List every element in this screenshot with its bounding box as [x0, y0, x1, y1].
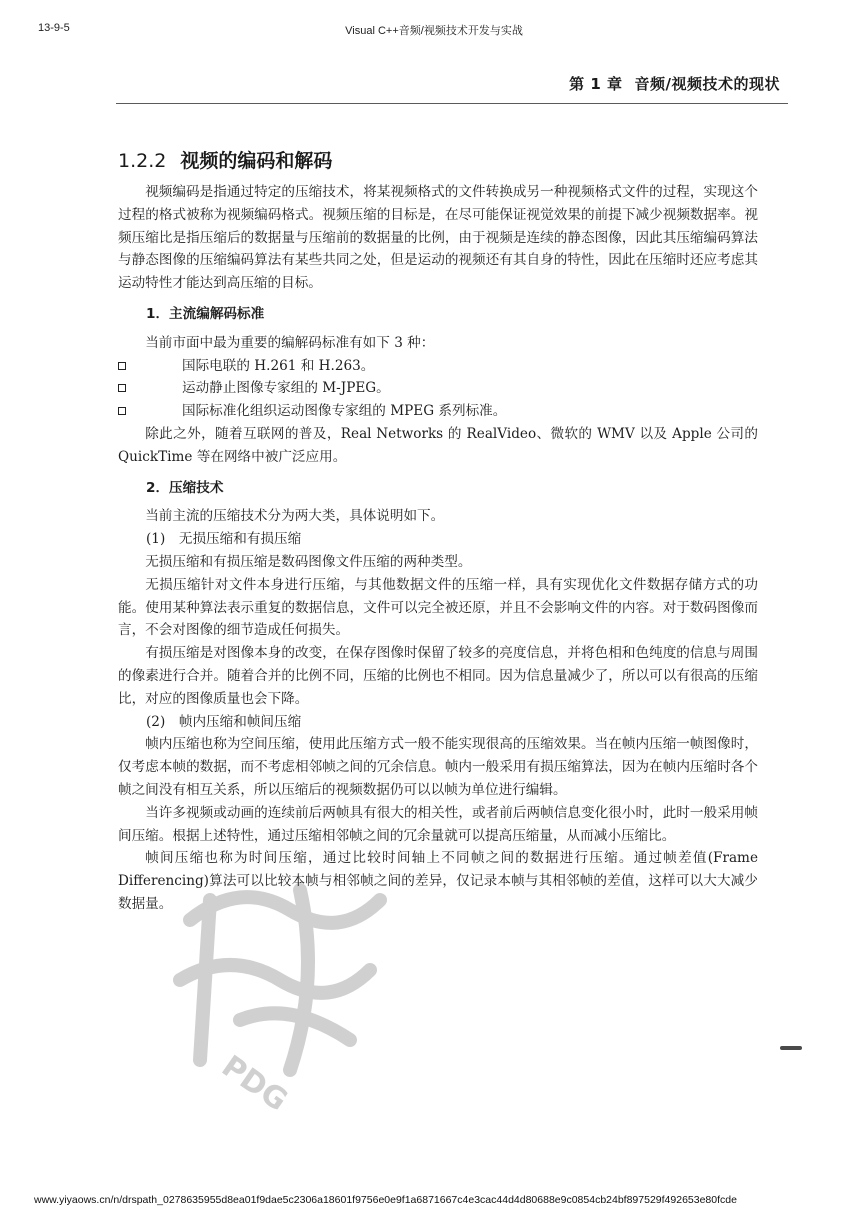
paragraph-standards-outro: 除此之外，随着互联网的普及，Real Networks 的 RealVideo、微软的 WMV 以及 Apple 公司的 QuickTime 等在网络中被广泛应用。 [118, 425, 758, 465]
paragraph-compression-intro: 当前主流的压缩技术分为两大类，具体说明如下。 [145, 508, 445, 525]
list-item [118, 377, 758, 400]
print-date: 13-9-5 [38, 22, 70, 34]
paragraph-inter-1: 当许多视频或动画的连续前后两帧具有很大的相关性，或者前后两帧信息变化很小时，此时一般采用帧间压缩。根据上述特性，通过压缩相邻帧之间的冗余量就可以提高压缩量，从而减小压缩比。 [118, 804, 758, 844]
paragraph-lossy: 有损压缩是对图像本身的改变，在保存图像时保留了较多的亮度信息，并将色相和色纯度的信息与周围的像素进行合并。随着合并的比例不同，压缩的比例也不相同。因为信息量减少了，所以可以有很高的压缩比，对应的图像质量也会下降。 [118, 645, 758, 707]
section-number: 1.2.2 [118, 150, 167, 172]
subsection-heading-2: 2．压缩技术 [146, 479, 224, 496]
list-item-text: 国际标准化组织运动图像专家组的 MPEG 系列标准。 [182, 403, 507, 420]
body-content [118, 181, 758, 916]
paragraph-inter-2: 帧间压缩也称为时间压缩，通过比较时间轴上不同帧之间的数据进行压缩。通过帧差值(Frame Differencing)算法可以比较本帧与相邻帧之间的差异，仅记录本帧与其相邻帧的差值，这样可以大大减少数据量。 [118, 850, 758, 912]
page-edge-mark [780, 1046, 802, 1050]
section-title [118, 146, 332, 173]
watermark-text: PDG [215, 1048, 294, 1119]
list-item [118, 400, 758, 423]
paragraph-intro: 视频编码是指通过特定的压缩技术，将某视频格式的文件转换成另一种视频格式文件的过程，实现这个过程的格式被称为视频编码格式。视频压缩的目标是，在尽可能保证视觉效果的前提下减少视频数据率。视频压缩比是指压缩后的数据量与压缩前的数据量的比例，由于视频是连续的静态图像，因此其压缩编码算法与静态图像的压缩编码算法有某些共同之处，但是运动的视频还有其自身的特性，因此在压缩时还应考虑其运动特性才能达到高压缩的目标。 [118, 184, 758, 292]
checkbox-bullet-icon [118, 362, 126, 370]
compression-type-heading-1: (1) 无损压缩和有损压缩 [146, 531, 302, 548]
chapter-header [569, 73, 780, 94]
paragraph-lossless-lossy-def: 无损压缩和有损压缩是数码图像文件压缩的两种类型。 [145, 553, 472, 570]
list-item [118, 355, 758, 378]
subsection-heading-1: 1．主流编解码标准 [146, 305, 265, 322]
section-title-text: 视频的编码和解码 [180, 150, 333, 172]
checkbox-bullet-icon [118, 407, 126, 415]
chapter-number: 第 1 章 [569, 75, 623, 93]
checkbox-bullet-icon [118, 384, 126, 392]
header-rule [116, 103, 788, 104]
paragraph-standards-intro: 当前市面中最为重要的编解码标准有如下 3 种： [145, 334, 435, 351]
list-item-text: 国际电联的 H.261 和 H.263。 [182, 357, 375, 374]
paragraph-lossless: 无损压缩针对文件本身进行压缩，与其他数据文件的压缩一样，具有实现优化文件数据存储方式的功能。使用某种算法表示重复的数据信息，文件可以完全被还原，并且不会影响文件的内容。对于数码图像而言，不会对图像的细节造成任何损失。 [118, 576, 758, 639]
compression-type-heading-2: (2) 帧内压缩和帧间压缩 [146, 713, 302, 730]
footer-url: www.yiyaows.cn/n/drspath_0278635955d8ea01f9dae5c2306a18601f9756e0e9f1a6871667c4e3cac44d4d80688e9c0854cb24bf897529f492653e80fcde [34, 1194, 737, 1206]
list-item-text: 运动静止图像专家组的 M-JPEG。 [182, 380, 390, 397]
standards-list [118, 355, 758, 423]
chapter-title: 音频/视频技术的现状 [634, 75, 780, 93]
print-book-title: Visual C++音频/视频技术开发与实战 [345, 25, 523, 37]
paragraph-intra: 帧内压缩也称为空间压缩，使用此压缩方式一般不能实现很高的压缩效果。当在帧内压缩一帧图像时，仅考虑本帧的数据，而不考虑相邻帧之间的冗余信息。帧内一般采用有损压缩算法，因为在帧内压缩时各个帧之间没有相互关系，所以压缩后的视频数据仍可以以帧为单位进行编辑。 [118, 736, 758, 798]
